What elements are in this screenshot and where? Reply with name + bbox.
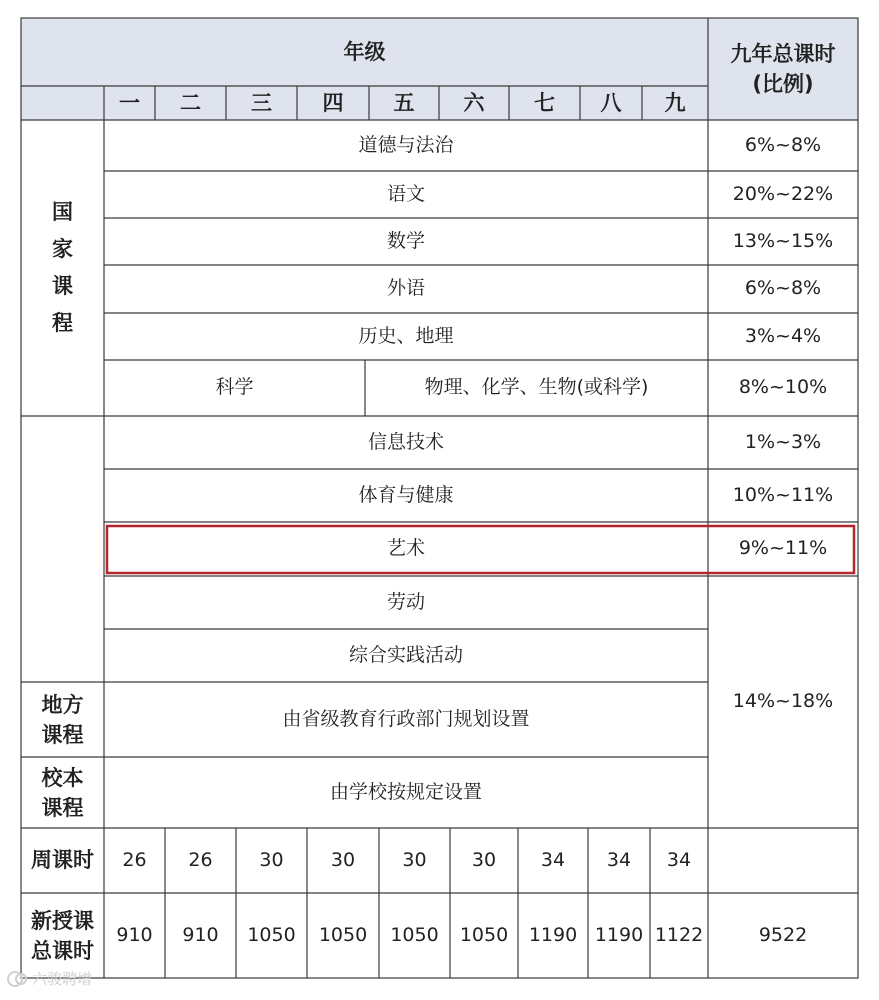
total-title-sub: (比例) [752, 72, 814, 96]
total-5: 1050 [390, 923, 439, 946]
total-title-main: 九年总课时 [730, 42, 836, 66]
grade-5: 五 [393, 90, 415, 115]
total-4: 1050 [318, 923, 368, 946]
subject-math: 数学 [386, 229, 425, 252]
school-course-label: 校本课程 [41, 765, 84, 820]
weekly-8: 34 [606, 848, 632, 871]
ratio-combined: 14%~18% [732, 690, 834, 713]
weekly-4: 30 [330, 848, 356, 871]
total-8: 1190 [594, 923, 644, 946]
ratio-math: 13%~15% [732, 229, 834, 252]
ratio-chinese: 20%~22% [732, 182, 834, 205]
subject-foreign: 外语 [386, 277, 425, 300]
grade-8: 八 [600, 90, 622, 115]
weekly-1: 26 [122, 848, 147, 871]
school-course-desc: 由学校按规定设置 [329, 780, 482, 803]
national-char-4: 程 [52, 311, 73, 335]
ratio-it: 1%~3% [744, 430, 822, 453]
weekly-2: 26 [188, 848, 213, 871]
grade-7: 七 [534, 90, 555, 115]
national-char-1: 国 [52, 200, 73, 224]
watermark-logo-icon [6, 969, 28, 989]
total-9: 1122 [654, 923, 704, 946]
subject-art: 艺术 [386, 537, 425, 560]
total-2: 910 [182, 923, 219, 946]
grade-9: 九 [664, 90, 686, 115]
subject-pe: 体育与健康 [358, 483, 454, 506]
weekly-7: 34 [540, 848, 566, 871]
ratio-moral: 6%~8% [744, 133, 822, 156]
ratio-foreign: 6%~8% [744, 277, 822, 300]
total-1: 910 [116, 923, 153, 946]
watermark-text: 六骏聘增 [32, 970, 93, 988]
grade-3: 三 [251, 90, 272, 115]
subject-labor: 劳动 [386, 590, 425, 613]
total-6: 1050 [459, 923, 509, 946]
weekly-9: 34 [666, 848, 692, 871]
weekly-5: 30 [402, 848, 427, 871]
subject-science: 科学 [215, 376, 254, 399]
subject-moral: 道德与法治 [358, 133, 454, 156]
grade-4: 四 [322, 90, 344, 115]
grade-6: 六 [463, 90, 485, 115]
local-course-label: 地方课程 [41, 692, 84, 747]
subject-it: 信息技术 [367, 430, 444, 453]
grade-1: 一 [119, 90, 140, 115]
ratio-art: 9%~11% [738, 537, 828, 560]
total-3: 1050 [247, 923, 296, 946]
national-char-3: 课 [52, 274, 73, 298]
ratio-history: 3%~4% [744, 324, 822, 347]
national-course-label [21, 120, 104, 416]
ratio-science: 8%~10% [738, 376, 828, 399]
national-char-2: 家 [52, 237, 73, 261]
subject-science-upper: 物理、化学、生物(或科学) [424, 376, 649, 399]
grade-2: 二 [180, 90, 201, 115]
grade-title: 年级 [343, 39, 386, 64]
weekly-6: 30 [471, 848, 497, 871]
subject-history: 历史、地理 [358, 324, 454, 347]
total-7: 1190 [528, 923, 578, 946]
weekly-3: 30 [259, 848, 284, 871]
total-hours-label: 新授课总课时 [31, 908, 94, 963]
local-course-desc: 由省级教育行政部门规划设置 [282, 707, 530, 730]
weekly-hours-label: 周课时 [31, 848, 94, 873]
grand-total: 9522 [758, 923, 808, 946]
watermark [6, 968, 92, 989]
subject-practice: 综合实践活动 [348, 643, 463, 666]
ratio-pe: 10%~11% [732, 483, 834, 506]
total-title [708, 36, 858, 102]
subject-chinese: 语文 [386, 182, 425, 205]
